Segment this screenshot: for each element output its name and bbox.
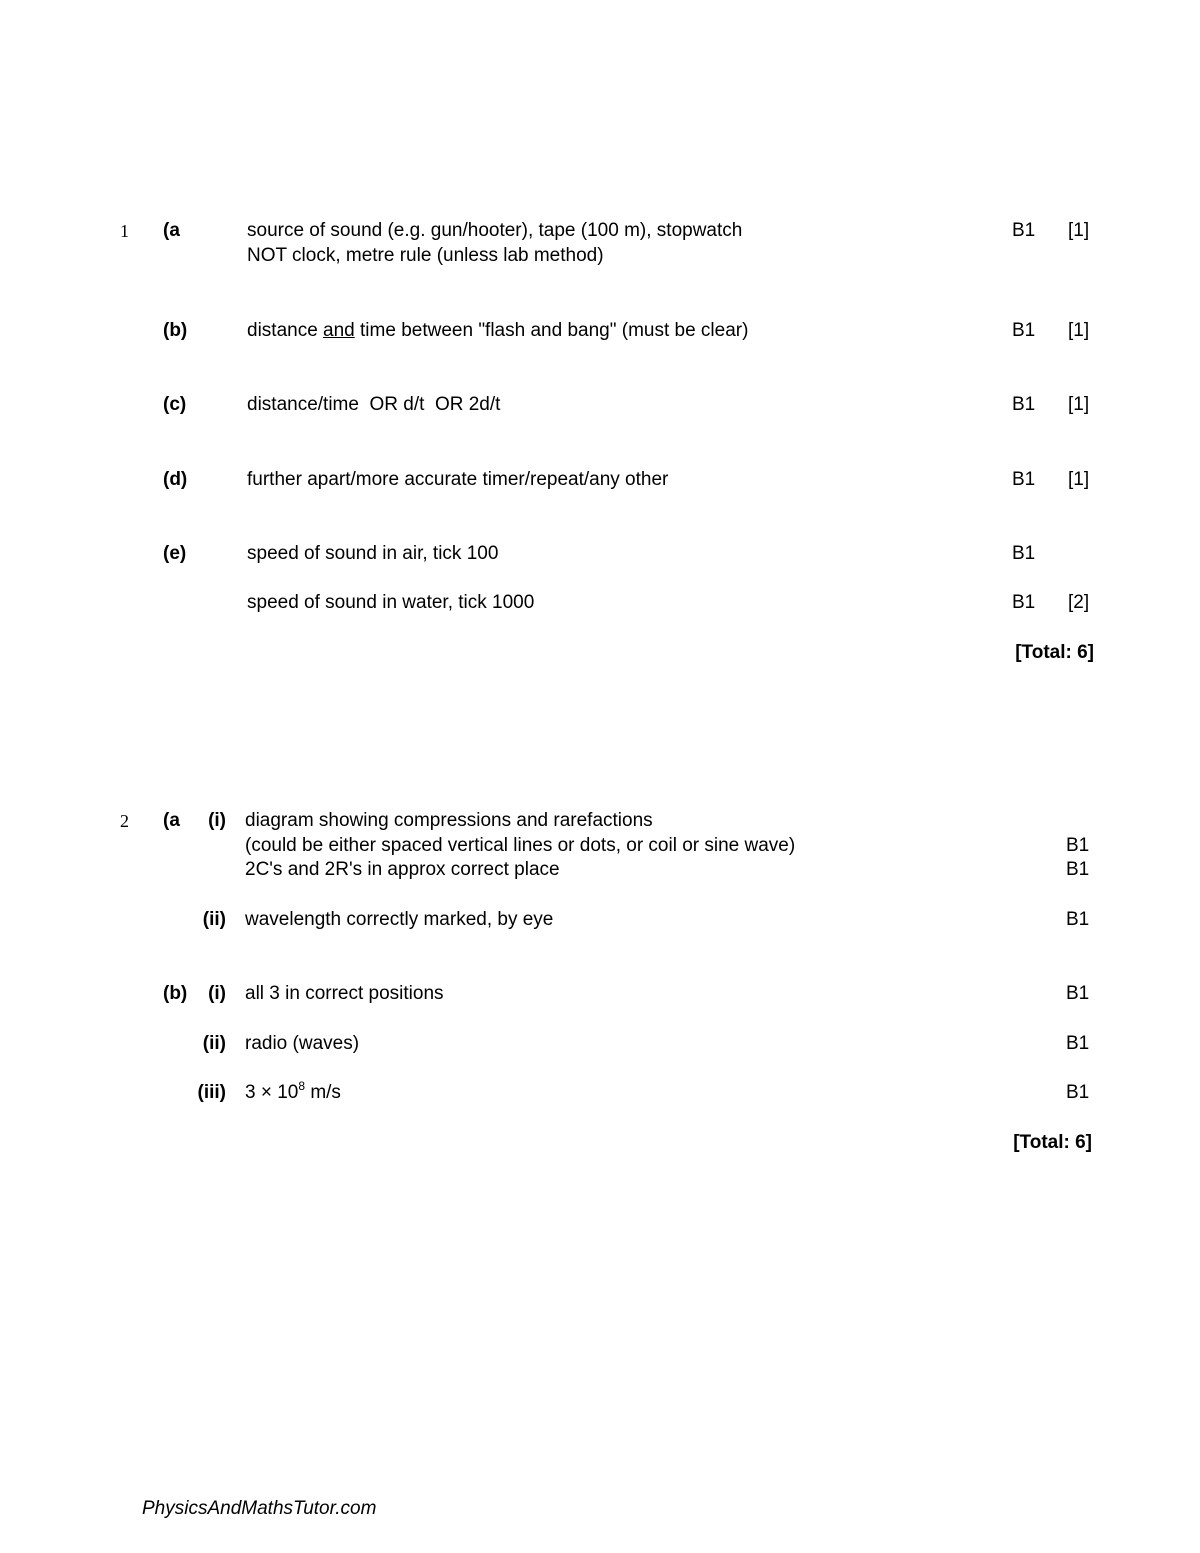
underlined-word: and xyxy=(323,320,355,341)
subpart-label: (iii) xyxy=(197,1082,226,1103)
mark-code: B1 xyxy=(1012,469,1036,490)
max-marks: [1] xyxy=(1068,220,1090,241)
answer-text: (could be either spaced vertical lines or dots, or coil or sine wave) xyxy=(245,835,796,856)
part-label: (a xyxy=(163,810,180,831)
answer-text: distance and time between "flash and bang" (must be clear) xyxy=(247,320,749,341)
answer-text: distance/time OR d/t OR 2d/t xyxy=(247,394,501,415)
max-marks: [1] xyxy=(1068,469,1090,490)
total-marks: [Total: 6] xyxy=(1013,1132,1092,1153)
exponent: 8 xyxy=(298,1079,306,1093)
mark-code: B1 xyxy=(1012,592,1036,613)
mark-code: B1 xyxy=(1066,835,1090,856)
answer-text: diagram showing compressions and rarefactions xyxy=(245,810,653,831)
mark-code: B1 xyxy=(1012,220,1036,241)
mark-code: B1 xyxy=(1012,543,1036,564)
mark-code: B1 xyxy=(1066,1082,1090,1103)
mark-code: B1 xyxy=(1012,320,1036,341)
mark-code: B1 xyxy=(1066,909,1090,930)
mark-code: B1 xyxy=(1066,859,1090,880)
subpart-label: (i) xyxy=(208,810,226,831)
footer-watermark: PhysicsAndMathsTutor.com xyxy=(142,1498,377,1519)
answer-text: wavelength correctly marked, by eye xyxy=(245,909,554,930)
answer-text: radio (waves) xyxy=(245,1033,360,1054)
mark-code: B1 xyxy=(1066,1033,1090,1054)
max-marks: [1] xyxy=(1068,320,1090,341)
part-label: (a xyxy=(163,220,180,241)
part-label: (b) xyxy=(163,983,188,1004)
part-label: (b) xyxy=(163,320,188,341)
answer-text: 2C's and 2R's in approx correct place xyxy=(245,859,560,880)
answer-text: all 3 in correct positions xyxy=(245,983,444,1004)
part-label: (d) xyxy=(163,469,188,490)
mark-code: B1 xyxy=(1012,394,1036,415)
max-marks: [1] xyxy=(1068,394,1090,415)
question-number: 2 xyxy=(120,811,129,831)
max-marks: [2] xyxy=(1068,592,1090,613)
subpart-label: (ii) xyxy=(202,1033,226,1054)
total-marks: [Total: 6] xyxy=(1015,642,1094,663)
subpart-label: (ii) xyxy=(202,909,226,930)
answer-text: source of sound (e.g. gun/hooter), tape (100 m), stopwatch xyxy=(247,220,743,241)
mark-code: B1 xyxy=(1066,983,1090,1004)
part-label: (c) xyxy=(163,394,187,415)
part-label: (e) xyxy=(163,543,187,564)
answer-text: speed of sound in air, tick 100 xyxy=(247,543,499,564)
answer-text: NOT clock, metre rule (unless lab method) xyxy=(247,245,604,266)
subpart-label: (i) xyxy=(208,983,226,1004)
answer-text: speed of sound in water, tick 1000 xyxy=(247,592,535,613)
answer-text: $3 \times 10^8$ m/s xyxy=(245,1079,341,1103)
question-number: 1 xyxy=(120,221,129,241)
answer-text: further apart/more accurate timer/repeat/any other xyxy=(247,469,669,490)
